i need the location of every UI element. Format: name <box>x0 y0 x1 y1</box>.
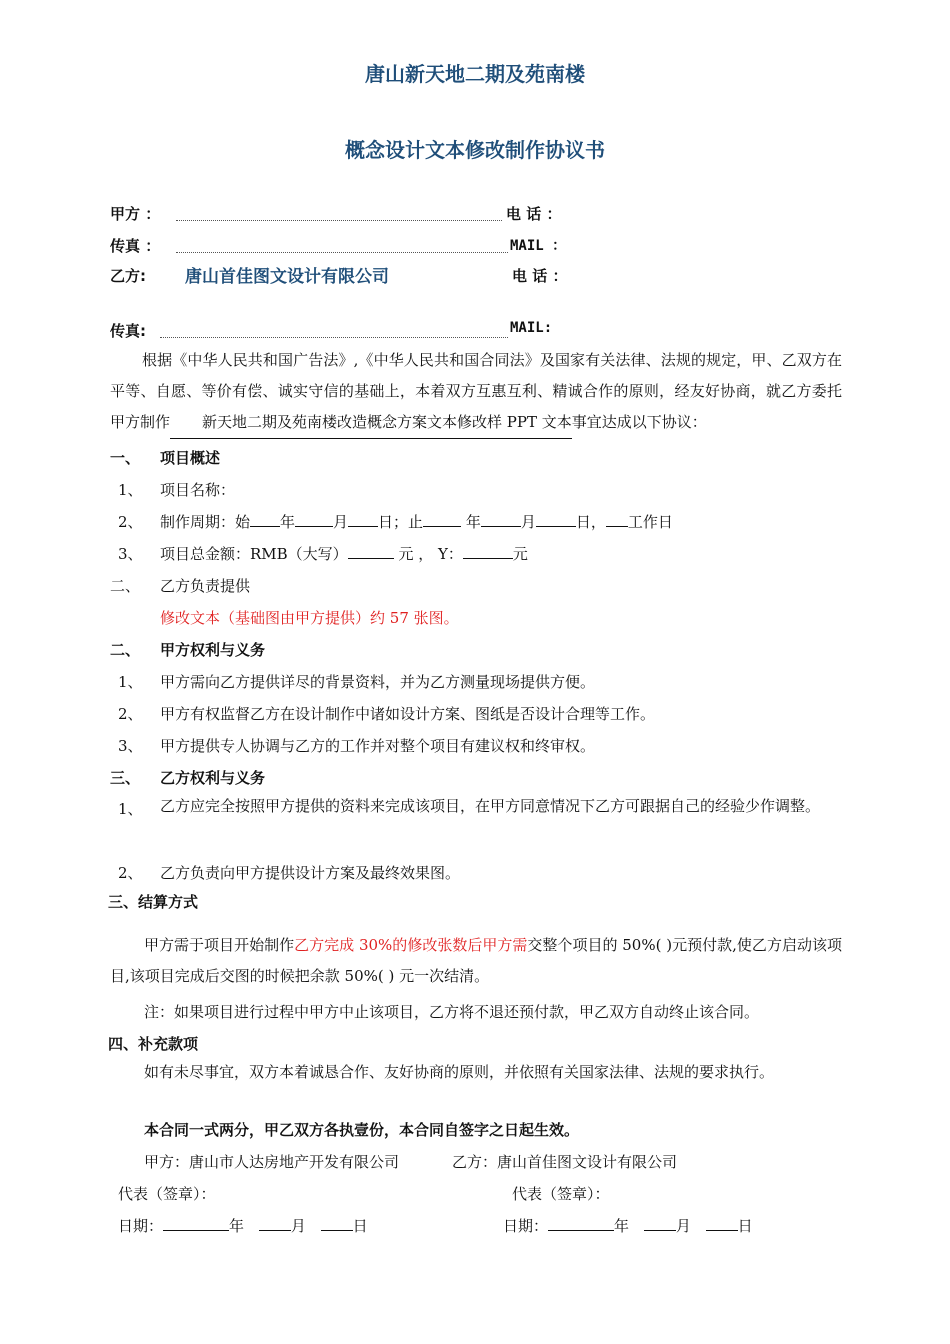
party-b-mail-label: MAIL: <box>510 320 553 336</box>
sec3-item3-num: 3、 <box>118 737 143 755</box>
sec3-item3-text: 甲方提供专人协调与乙方的工作并对整个项目有建议权和终审权。 <box>160 737 596 755</box>
sec5-paragraph: 甲方需于项目开始制作乙方完成 30%的修改张数后甲方需交整个项目的 50%( )元预付款,使乙方启动该项目,该项目完成后交图的时候把余款 50%( ) 元一次结清。 <box>110 936 842 985</box>
party-a-fax-label: 传真 ： <box>110 237 161 255</box>
sec4-item1-text: 乙方应完全按照甲方提供的资料来完成该项目，在甲方同意情况下乙方可跟据自己的经验少作调整。 <box>160 797 821 815</box>
party-b-label: 乙方: <box>110 267 146 285</box>
intro-paragraph: 根据《中华人民共和国广告法》,《中华人民共和国合同法》及国家有关法律、法规的规定，甲、乙双方在平等、自愿、等价有偿、诚实守信的基础上，本着双方互惠互利、精诚合作的原则，经友好协商，就乙方委托甲方制作新天地二期及苑南楼改造概念方案文本修改样 PPT 文本事宜达成以下协议： <box>110 345 842 439</box>
party-a-mail-label: MAIL ： <box>510 238 567 254</box>
document-title-2: 概念设计文本修改制作协议书 <box>345 138 605 162</box>
sign-party-b: 乙方：唐山首佳图文设计有限公司 <box>452 1153 678 1171</box>
sec5-red-text: 乙方完成 30%的修改张数后甲方需 <box>294 936 528 954</box>
sec4-num: 三、 <box>110 769 141 787</box>
sec3-num: 二、 <box>110 641 141 659</box>
party-b-company: 唐山首佳图文设计有限公司 <box>185 267 389 287</box>
sec6-text: 如有未尽事宜，双方本着诚恳合作、友好协商的原则，并依照有关国家法律、法规的要求执行。 <box>144 1063 775 1081</box>
closing-statement: 本合同一式两分，甲乙双方各执壹份，本合同自签字之日起生效。 <box>144 1121 580 1139</box>
sign-b-date: 日期： 年 月 日 <box>503 1217 753 1235</box>
document-title-1: 唐山新天地二期及苑南楼 <box>365 62 585 86</box>
sec1-item1-text: 项目名称： <box>160 481 236 499</box>
party-a-fax-line <box>176 235 508 253</box>
sec1-title: 项目概述 <box>160 449 221 467</box>
sec1-item2-text: 制作周期：始 年 月 日；止 年 月 日， 工作日 <box>160 513 673 531</box>
sec3-item2-text: 甲方有权监督乙方在设计制作中诸如设计方案、图纸是否设计合理等工作。 <box>160 705 656 723</box>
sec5-note: 注：如果项目进行过程中甲方中止该项目，乙方将不退还预付款，甲乙双方自动终止该合同。 <box>144 1003 760 1021</box>
sec4-item1-num: 1、 <box>118 800 143 818</box>
party-a-label: 甲方 ： <box>110 205 161 223</box>
sec1-num: 一、 <box>110 449 141 467</box>
party-a-name-line <box>176 203 502 221</box>
sign-b-rep: 代表（签章）： <box>512 1185 610 1203</box>
sign-party-a: 甲方：唐山市人达房地产开发有限公司 <box>144 1153 400 1171</box>
sec2-title: 乙方负责提供 <box>160 577 251 595</box>
sec4-title: 乙方权利与义务 <box>160 769 266 787</box>
sign-a-rep: 代表（签章）： <box>118 1185 216 1203</box>
sec2-red-text: 修改文本（基础图由甲方提供）约 57 张图。 <box>160 609 459 627</box>
party-b-phone-label: 电 话 ： <box>512 267 568 285</box>
sec3-item1-num: 1、 <box>118 673 143 691</box>
party-b-fax-label: 传真: <box>110 322 146 340</box>
sec1-item2-num: 2、 <box>118 513 143 531</box>
sign-a-date: 日期： 年 月 日 <box>118 1217 368 1235</box>
sec4-item2-text: 乙方负责向甲方提供设计方案及最终效果图。 <box>160 864 461 882</box>
sec1-item3-text: 项目总金额：RMB（大写） 元 ， Y： 元 <box>160 545 528 563</box>
project-name-underlined: 新天地二期及苑南楼改造概念方案文本修改样 PPT 文本 <box>170 407 572 439</box>
party-b-fax-line <box>160 320 508 338</box>
sec2-num: 二、 <box>110 577 141 595</box>
sec3-item1-text: 甲方需向乙方提供详尽的背景资料，并为乙方测量现场提供方便。 <box>160 673 596 691</box>
sec3-title: 甲方权利与义务 <box>160 641 266 659</box>
sec1-item1-num: 1、 <box>118 481 143 499</box>
sec4-item2-num: 2、 <box>118 864 143 882</box>
party-a-phone-label: 电 话 ： <box>506 205 562 223</box>
sec6-title: 四、补充款项 <box>108 1035 199 1053</box>
sec1-item3-num: 3、 <box>118 545 143 563</box>
sec3-item2-num: 2、 <box>118 705 143 723</box>
sec5-title: 三、结算方式 <box>108 893 199 911</box>
